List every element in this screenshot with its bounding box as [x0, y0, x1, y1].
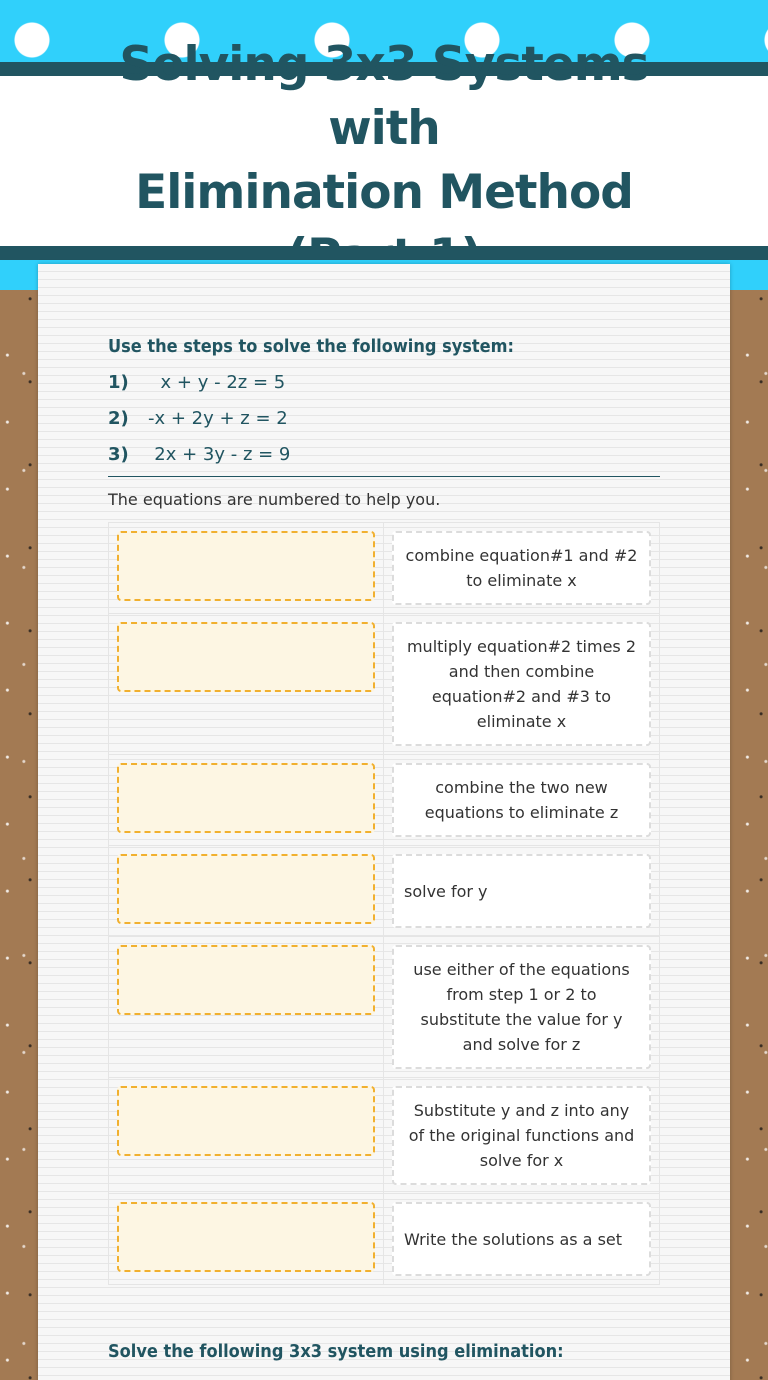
- equation-2: [108, 408, 288, 429]
- card-cell: [384, 1194, 659, 1284]
- card-cell: [384, 755, 659, 845]
- header-stripe-bottom: [0, 246, 768, 260]
- equation-number: 1): [108, 372, 129, 393]
- matching-grid: [108, 522, 660, 1285]
- title-line-1: Solving 3x3 Systems with: [119, 37, 649, 156]
- card-cell: [384, 937, 659, 1077]
- step-row: [109, 1194, 659, 1284]
- card-cell: [384, 614, 659, 754]
- equation-3: [108, 444, 290, 465]
- drop-target-2[interactable]: [117, 622, 375, 692]
- card-cell: [384, 523, 659, 613]
- card-cell: [384, 846, 659, 936]
- dropzone-cell: [109, 1078, 384, 1193]
- equation-expression: x + y - 2z = 5: [160, 372, 286, 393]
- step-card-5[interactable]: use either of the equations from step 1 or 2 to substitute the value for y and solve for z: [392, 945, 651, 1069]
- step-card-6[interactable]: Substitute y and z into any of the original functions and solve for x: [392, 1086, 651, 1185]
- equation-number: 2): [108, 408, 129, 429]
- drop-target-3[interactable]: [117, 763, 375, 833]
- drop-target-4[interactable]: [117, 854, 375, 924]
- title-banner: [0, 37, 768, 246]
- equation-expression: 2x + 3y - z = 9: [154, 444, 291, 465]
- dropzone-cell: [109, 937, 384, 1077]
- divider: [108, 476, 660, 477]
- step-card-2[interactable]: multiply equation#2 times 2 and then combine equation#2 and #3 to eliminate x: [392, 622, 651, 746]
- equation-1: [108, 372, 285, 393]
- next-section-heading: Solve the following 3x3 system using elimination:: [108, 1341, 564, 1362]
- step-row: [109, 523, 659, 614]
- worksheet-paper: [38, 264, 730, 1380]
- helper-note: The equations are numbered to help you.: [108, 490, 441, 509]
- step-card-1[interactable]: combine equation#1 and #2 to eliminate x: [392, 531, 651, 605]
- drop-target-5[interactable]: [117, 945, 375, 1015]
- drop-target-6[interactable]: [117, 1086, 375, 1156]
- instruction-heading: Use the steps to solve the following system:: [108, 336, 515, 357]
- dropzone-cell: [109, 846, 384, 936]
- dropzone-cell: [109, 1194, 384, 1284]
- step-card-3[interactable]: combine the two new equations to eliminate z: [392, 763, 651, 837]
- equation-number: 3): [108, 444, 129, 465]
- step-row: [109, 937, 659, 1078]
- drop-target-1[interactable]: [117, 531, 375, 601]
- step-row: [109, 1078, 659, 1194]
- card-cell: [384, 1078, 659, 1193]
- step-row: [109, 755, 659, 846]
- dropzone-cell: [109, 614, 384, 754]
- title-line-2: Elimination Method: [135, 165, 633, 220]
- equation-expression: -x + 2y + z = 2: [148, 408, 288, 429]
- dropzone-cell: [109, 523, 384, 613]
- step-row: [109, 846, 659, 937]
- step-row: [109, 614, 659, 755]
- dropzone-cell: [109, 755, 384, 845]
- drop-target-7[interactable]: [117, 1202, 375, 1272]
- step-card-7[interactable]: Write the solutions as a set: [392, 1202, 651, 1276]
- step-card-4[interactable]: solve for y: [392, 854, 651, 928]
